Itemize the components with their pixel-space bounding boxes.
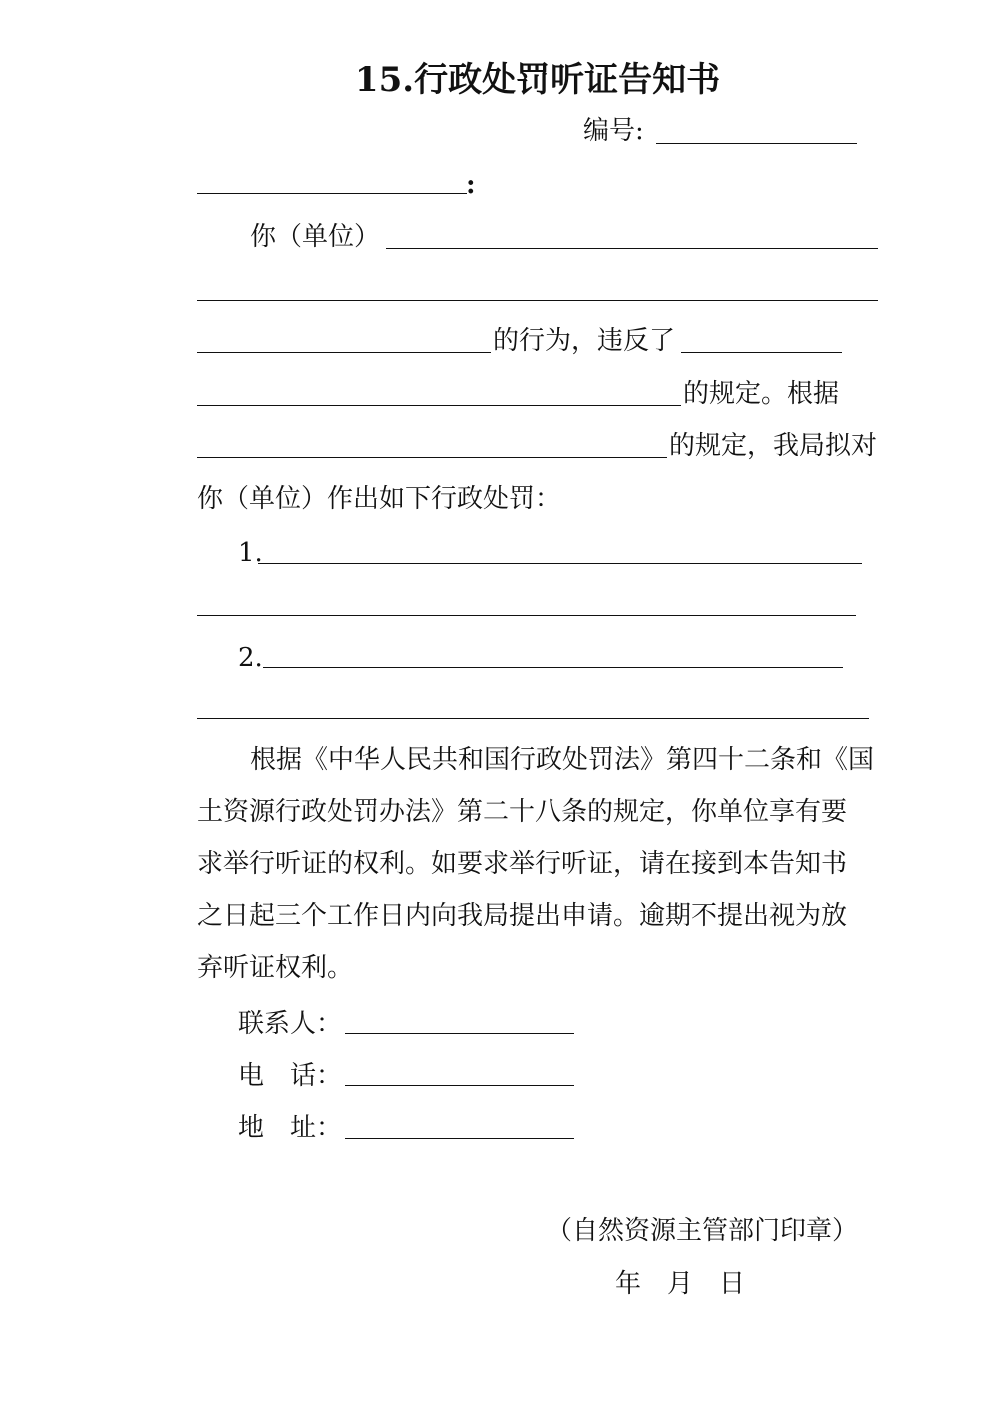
legal-basis-field[interactable] xyxy=(197,457,667,458)
date-placeholder: 年 月 日 xyxy=(615,1269,746,1299)
penalty-item-1-field[interactable] xyxy=(258,563,862,564)
notice-paragraph-line: 根据《中华人民共和国行政处罚法》第四十二条和《国 xyxy=(250,745,875,775)
document-title: 15.行政处罚听证告知书 xyxy=(354,60,721,100)
phone-label: 电 话： xyxy=(238,1061,343,1091)
seal-note: （自然资源主管部门印章） xyxy=(546,1216,859,1246)
penalty-item-2-field-continued[interactable] xyxy=(197,718,869,719)
violated-law-field[interactable] xyxy=(681,352,842,353)
notice-paragraph-line: 求举行听证的权利。如要求举行听证，请在接到本告知书 xyxy=(197,849,848,879)
addressee-field[interactable] xyxy=(197,193,467,194)
number-field[interactable] xyxy=(656,143,857,144)
addressee-colon: : xyxy=(466,170,476,200)
phone-field[interactable] xyxy=(345,1085,574,1086)
contact-person-label: 联系人： xyxy=(238,1009,343,1039)
penalty-item-2-field[interactable] xyxy=(263,667,843,668)
notice-paragraph-line: 之日起三个工作日内向我局提出申请。逾期不提出视为放 xyxy=(197,901,848,931)
penalty-item-2-number: 2. xyxy=(238,643,263,673)
penalty-item-1-field-continued[interactable] xyxy=(197,615,856,616)
violated-law-field-continued[interactable] xyxy=(197,405,681,406)
unit-name-field[interactable] xyxy=(386,248,878,249)
unit-name-field-continued[interactable] xyxy=(197,300,878,301)
provision-suffix: 的规定。根据 xyxy=(683,379,840,409)
number-label: 编号: xyxy=(583,116,644,146)
behavior-field[interactable] xyxy=(197,352,491,353)
address-label: 地 址： xyxy=(238,1113,343,1143)
notice-paragraph-line: 弃听证权利。 xyxy=(197,953,354,983)
address-field[interactable] xyxy=(345,1138,574,1139)
contact-person-field[interactable] xyxy=(345,1033,574,1034)
notice-paragraph-line: 土资源行政处罚办法》第二十八条的规定，你单位享有要 xyxy=(197,797,848,827)
intend-suffix: 的规定，我局拟对 xyxy=(669,431,878,461)
unit-label: 你（单位） xyxy=(250,222,381,252)
penalty-item-1-number: 1. xyxy=(238,538,263,568)
behavior-suffix: 的行为，违反了 xyxy=(493,326,676,356)
penalty-intro: 你（单位）作出如下行政处罚： xyxy=(197,484,562,514)
